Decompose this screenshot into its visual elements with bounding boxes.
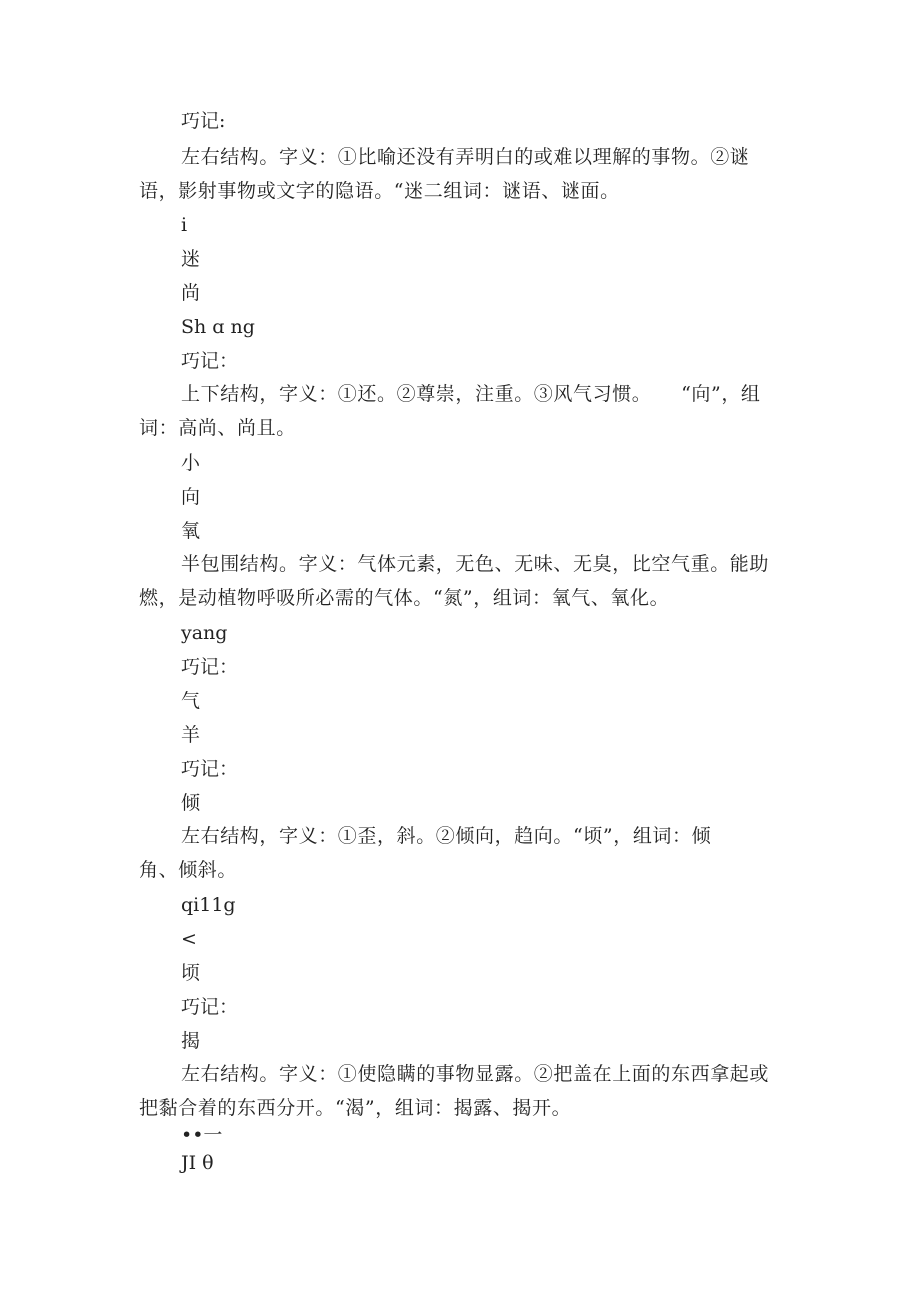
pinyin-fragment: i [181, 214, 188, 236]
mnemonic-label: 巧记： [181, 656, 239, 678]
stray-mark: ••一 [181, 1124, 223, 1146]
character: 小 [181, 452, 201, 474]
character: 倾 [181, 792, 201, 814]
character: 迷 [181, 248, 201, 270]
mnemonic-label: 巧记： [181, 758, 239, 780]
character: 气 [181, 690, 201, 712]
pinyin-fragment: JI θ [181, 1152, 214, 1174]
character: 尚 [181, 282, 201, 304]
pinyin: qi11g [181, 894, 236, 916]
definition-paragraph: 半包围结构。字义：气体元素，无色、无味、无臭，比空气重。能助燃，是动植物呼吸所必需的气体。“氮”，组词：氧气、氧化。 [139, 553, 770, 609]
character: 向 [181, 486, 201, 508]
pinyin: yang [181, 622, 228, 644]
stray-mark: < [181, 928, 197, 950]
definition-paragraph: 左右结构。字义：①使隐瞒的事物显露。②把盖在上面的东西拿起或把黏合着的东西分开。“渴”，组词：揭露、揭开。 [139, 1063, 770, 1119]
definition-paragraph: 左右结构，字义：①歪，斜。②倾向，趋向。“顷”，组词：倾角、倾斜。 [139, 825, 712, 881]
character: 羊 [181, 724, 201, 746]
mnemonic-label: 巧记： [181, 350, 239, 372]
pinyin: Sh ɑ ng [181, 316, 255, 338]
character: 顷 [181, 962, 201, 984]
mnemonic-label: 巧记： [181, 996, 239, 1018]
mnemonic-label: 巧记: [181, 110, 226, 132]
character: 氧 [181, 520, 201, 542]
definition-paragraph: 上下结构，字义：①还。②尊崇，注重。③风气习惯。 “向”，组词：高尚、尚且。 [139, 383, 761, 439]
character: 揭 [181, 1030, 201, 1052]
definition-paragraph: 左右结构。字义：①比喻还没有弄明白的或难以理解的事物。②谜语，影射事物或文字的隐语。“迷二组词：谜语、谜面。 [139, 146, 750, 202]
